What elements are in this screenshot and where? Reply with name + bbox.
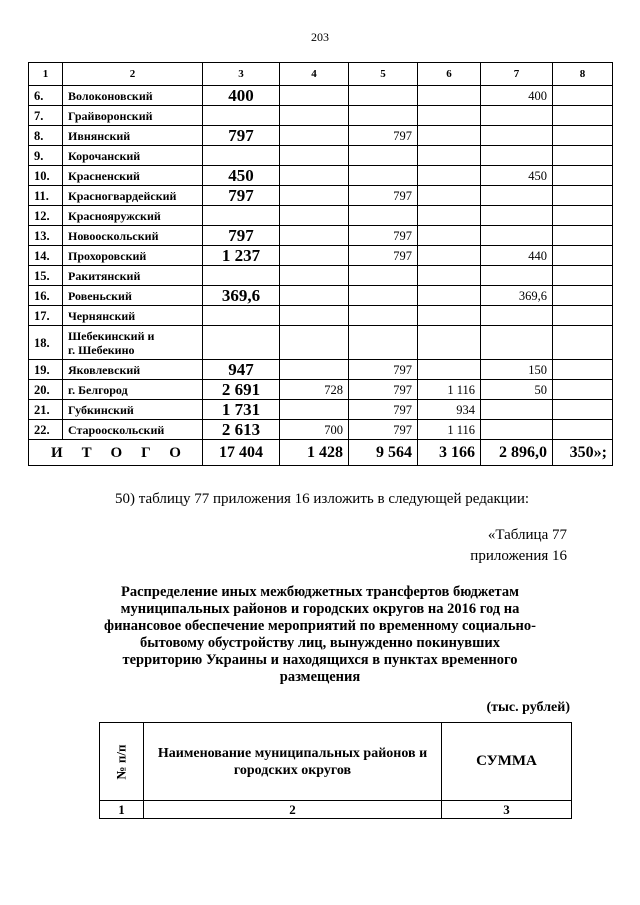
amount-cell [349, 326, 418, 360]
heading-line: муниципальных районов и городских округов на 2016 год на [120, 601, 520, 617]
table-row [29, 126, 613, 146]
amount-cell [553, 226, 613, 246]
row-number: 11. [29, 186, 63, 206]
total-cell: 3 166 [418, 440, 481, 466]
units-label: (тыс. рублей) [486, 700, 570, 715]
total-cell: 17 404 [203, 440, 280, 466]
district-name: Красненский [63, 166, 203, 186]
amount-cell: 797 [349, 420, 418, 440]
amount-cell [418, 166, 481, 186]
amount-cell [418, 246, 481, 266]
heading-line: Распределение иных межбюджетных трансфертов бюджетам [121, 584, 519, 600]
amount-cell [280, 286, 349, 306]
total-amount-cell [203, 146, 280, 166]
heading-line: бытовому обустройству лиц, вынужденно покинувших [140, 635, 500, 651]
amount-cell [349, 266, 418, 286]
total-label: ИТОГО [29, 440, 203, 466]
row-number: 19. [29, 360, 63, 380]
header-line: городских округов [233, 762, 352, 778]
total-amount-cell: 2 691 [203, 380, 280, 400]
amount-cell [481, 226, 553, 246]
amount-cell [280, 126, 349, 146]
amount-cell: 934 [418, 400, 481, 420]
amount-cell [418, 360, 481, 380]
table-row [29, 206, 613, 226]
amount-cell [553, 286, 613, 306]
district-name: Грайворонский [63, 106, 203, 126]
total-amount-cell: 1 237 [203, 246, 280, 266]
amount-cell [553, 146, 613, 166]
district-name: г. Белгород [63, 380, 203, 400]
district-name-line: г. Шебекино [68, 342, 135, 357]
amount-cell: 150 [481, 360, 553, 380]
header-line: Наименование муниципальных районов и [157, 745, 428, 761]
amount-cell [280, 146, 349, 166]
district-name-line: Шебекинский и [68, 328, 155, 343]
table-row [29, 400, 613, 420]
amount-cell [481, 186, 553, 206]
amount-cell [280, 226, 349, 246]
row-number: 9. [29, 146, 63, 166]
row-number: 22. [29, 420, 63, 440]
amount-cell [418, 106, 481, 126]
amount-cell: 440 [481, 246, 553, 266]
amount-cell [553, 106, 613, 126]
amount-cell [553, 380, 613, 400]
amount-cell [280, 206, 349, 226]
total-cell: 350»; [553, 440, 613, 466]
column-number: 3 [442, 801, 572, 819]
total-amount-cell: 369,6 [203, 286, 280, 306]
amount-cell [349, 286, 418, 306]
row-number: 14. [29, 246, 63, 266]
amount-cell: 700 [280, 420, 349, 440]
number-column-header [100, 723, 144, 801]
district-name: Волоконовский [63, 86, 203, 106]
row-number: 6. [29, 86, 63, 106]
amount-cell: 1 116 [418, 380, 481, 400]
amount-cell [418, 266, 481, 286]
amount-cell [280, 106, 349, 126]
amount-cell: 797 [349, 400, 418, 420]
amount-cell [481, 106, 553, 126]
table-row [29, 86, 613, 106]
total-amount-cell [203, 266, 280, 286]
amount-cell: 1 116 [418, 420, 481, 440]
amount-cell [553, 86, 613, 106]
name-column-header [144, 723, 442, 801]
amount-cell [418, 146, 481, 166]
amount-cell: 50 [481, 380, 553, 400]
amount-cell: 728 [280, 380, 349, 400]
heading-line: размещения [279, 669, 361, 685]
amount-cell: 400 [481, 86, 553, 106]
amount-cell [280, 400, 349, 420]
district-name: Прохоровский [63, 246, 203, 266]
column-header: 5 [349, 63, 418, 86]
amount-cell [418, 186, 481, 206]
amount-cell [481, 326, 553, 360]
amount-cell [481, 206, 553, 226]
table-heading [100, 584, 540, 686]
row-number: 12. [29, 206, 63, 226]
heading-line: финансовое обеспечение мероприятий по временному социально- [104, 618, 536, 634]
table-row [29, 420, 613, 440]
amount-cell [481, 266, 553, 286]
amount-cell [481, 400, 553, 420]
total-amount-cell: 947 [203, 360, 280, 380]
amount-cell: 797 [349, 246, 418, 266]
district-name: Новооскольский [63, 226, 203, 246]
amount-cell: 797 [349, 360, 418, 380]
total-row [29, 440, 613, 466]
total-amount-cell: 2 613 [203, 420, 280, 440]
district-name: Старооскольский [63, 420, 203, 440]
amount-cell [280, 86, 349, 106]
amount-cell [280, 186, 349, 206]
table-header-row [100, 723, 572, 801]
amount-cell [481, 306, 553, 326]
total-amount-cell: 1 731 [203, 400, 280, 420]
amount-cell: 450 [481, 166, 553, 186]
amount-cell [553, 266, 613, 286]
table-row [29, 306, 613, 326]
column-header: 4 [280, 63, 349, 86]
total-amount-cell: 400 [203, 86, 280, 106]
amount-cell [349, 86, 418, 106]
total-amount-cell: 450 [203, 166, 280, 186]
heading-line: территорию Украины и находящихся в пунктах временного [122, 652, 518, 668]
table-caption-line: приложения 16 [470, 548, 567, 564]
column-header: 7 [481, 63, 553, 86]
total-amount-cell: 797 [203, 226, 280, 246]
amount-cell [553, 326, 613, 360]
table-caption-line: «Таблица 77 [487, 527, 567, 543]
amount-cell [418, 126, 481, 146]
table-row [29, 326, 613, 360]
amount-cell [481, 126, 553, 146]
total-amount-cell [203, 106, 280, 126]
district-name [63, 326, 203, 360]
total-cell: 2 896,0 [481, 440, 553, 466]
amount-cell [349, 166, 418, 186]
total-amount-cell: 797 [203, 186, 280, 206]
column-header: 2 [63, 63, 203, 86]
amount-cell [553, 360, 613, 380]
amount-cell [349, 306, 418, 326]
table-77 [99, 722, 572, 819]
amount-cell [418, 306, 481, 326]
amount-cell: 797 [349, 380, 418, 400]
amount-cell [349, 206, 418, 226]
district-name: Ивнянский [63, 126, 203, 146]
amount-cell [418, 286, 481, 306]
district-name: Корочанский [63, 146, 203, 166]
table-row [29, 226, 613, 246]
amount-cell [280, 266, 349, 286]
table-row [29, 286, 613, 306]
row-number: 17. [29, 306, 63, 326]
page-number: 203 [311, 30, 329, 44]
column-header: 6 [418, 63, 481, 86]
district-name: Ракитянский [63, 266, 203, 286]
table-row [29, 246, 613, 266]
row-number: 10. [29, 166, 63, 186]
district-name: Губкинский [63, 400, 203, 420]
amount-cell [553, 126, 613, 146]
district-name: Чернянский [63, 306, 203, 326]
number-column-header-text: № п/п [113, 744, 129, 779]
amount-cell [481, 420, 553, 440]
table-row [29, 146, 613, 166]
amount-cell: 797 [349, 226, 418, 246]
allocation-table [28, 62, 613, 466]
amount-cell [553, 206, 613, 226]
amount-cell [418, 226, 481, 246]
column-header: 8 [553, 63, 613, 86]
amount-cell: 369,6 [481, 286, 553, 306]
amount-cell [553, 400, 613, 420]
amount-cell [553, 306, 613, 326]
amount-cell [418, 326, 481, 360]
amount-cell [280, 306, 349, 326]
table-row [29, 380, 613, 400]
table-row [29, 266, 613, 286]
table-row [29, 106, 613, 126]
district-name: Ровеньский [63, 286, 203, 306]
amount-cell [481, 146, 553, 166]
total-cell: 9 564 [349, 440, 418, 466]
table-header-row [29, 63, 613, 86]
table-row [29, 166, 613, 186]
total-amount-cell [203, 306, 280, 326]
row-number: 13. [29, 226, 63, 246]
total-amount-cell [203, 326, 280, 360]
row-number: 21. [29, 400, 63, 420]
amount-cell: 797 [349, 126, 418, 146]
total-amount-cell: 797 [203, 126, 280, 146]
table-row [29, 360, 613, 380]
column-header: 1 [29, 63, 63, 86]
amount-cell [418, 86, 481, 106]
amount-cell [349, 106, 418, 126]
amount-cell: 797 [349, 186, 418, 206]
row-number: 7. [29, 106, 63, 126]
amount-cell [553, 246, 613, 266]
amount-cell [280, 326, 349, 360]
sum-column-header: СУММА [442, 723, 572, 801]
total-cell: 1 428 [280, 440, 349, 466]
row-number: 18. [29, 326, 63, 360]
amount-cell [349, 146, 418, 166]
row-number: 16. [29, 286, 63, 306]
amount-cell [280, 166, 349, 186]
row-number: 15. [29, 266, 63, 286]
amount-cell [280, 360, 349, 380]
district-name: Краснояружский [63, 206, 203, 226]
district-name: Красногвардейский [63, 186, 203, 206]
column-number: 2 [144, 801, 442, 819]
amendment-paragraph: 50) таблицу 77 приложения 16 изложить в следующей редакции: [115, 491, 530, 507]
column-header: 3 [203, 63, 280, 86]
table-row [29, 186, 613, 206]
column-number-row [100, 801, 572, 819]
amount-cell [553, 186, 613, 206]
amount-cell [418, 206, 481, 226]
row-number: 8. [29, 126, 63, 146]
district-name: Яковлевский [63, 360, 203, 380]
row-number: 20. [29, 380, 63, 400]
amount-cell [553, 420, 613, 440]
amount-cell [553, 166, 613, 186]
total-amount-cell [203, 206, 280, 226]
column-number: 1 [100, 801, 144, 819]
amount-cell [280, 246, 349, 266]
